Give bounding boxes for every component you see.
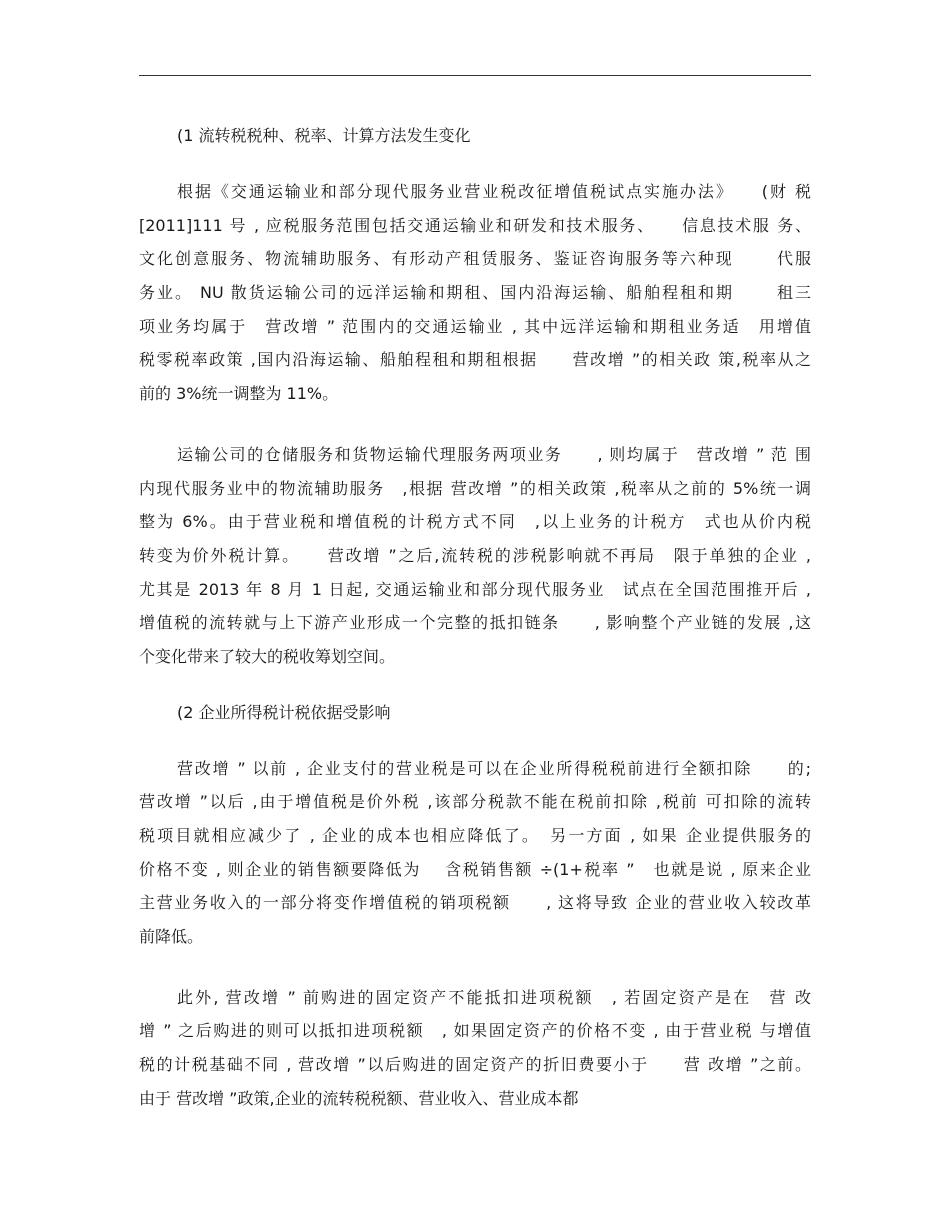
text-line: 营改增 ”以后 ,由于增值税是价外税 ,该部分税款不能在税前扣除 ,税前 可扣除的流转 (139, 792, 811, 812)
paragraph-3 (139, 752, 811, 954)
text-line: 税零税率政策 ,国内沿海运输、船舶程租和期租根据 营改增 ”的相关政 策,税率从之 (139, 350, 811, 370)
text-line: 转变为价外税计算。 营改增 ”之后,流转税的涉税影响就不再局 限于单独的企业 , (139, 545, 811, 565)
text-line: 税项目就相应减少了 , 企业的成本也相应降低了。 另一方面 , 如果 企业提供服务的 (139, 826, 811, 845)
text-line: 此外, 营改增 ” 前购进的固定资产不能抵扣进项税额 , 若固定资产是在 营 改 (177, 987, 811, 1007)
paragraph-1 (139, 175, 811, 411)
section-heading-1: (1 流转税税种、税率、计算方法发生变化 (177, 126, 471, 145)
text-line: 文化创意服务、物流辅助服务、有形动产租赁服务、鉴证咨询服务等六种现 代服 (139, 249, 811, 269)
text-line: 尤其是 2013 年 8 月 1 日起, 交通运输业和部分现代服务业 试点在全国范围推开后 , (139, 579, 811, 599)
text-line: 个变化带来了较大的税收筹划空间。 (139, 646, 396, 666)
text-line: 营改增 ” 以前 , 企业支付的营业税是可以在企业所得税税前进行全额扣除 的; (177, 758, 811, 778)
text-line: 增 ” 之后购进的则可以抵扣进项税额 , 如果固定资产的价格不变 , 由于营业税 与增值 (139, 1021, 811, 1041)
section-heading-2: (2 企业所得税计税依据受影响 (177, 702, 391, 722)
text-line: 项业务均属于 营改增 ” 范围内的交通运输业 , 其中远洋运输和期租业务适 用增值 (139, 316, 811, 336)
document-page (139, 124, 811, 1143)
text-line: 内现代服务业中的物流辅助服务 ,根据 营改增 ”的相关政策 ,税率从之前的 5%统一调 (139, 478, 811, 498)
text-line: 由于 营改增 ”政策,企业的流转税税额、营业收入、营业成本都 (139, 1088, 579, 1108)
text-line: 根据《交通运输业和部分现代服务业营业税改征增值税试点实施办法》 (财 税 (177, 182, 811, 201)
text-line: 主营业务收入的一部分将变作增值税的销项税额 , 这将导致 企业的营业收入较改革 (139, 893, 811, 913)
text-line: 前降低。 (139, 927, 204, 947)
paragraph-2 (139, 438, 811, 674)
text-line: 整为 6%。由于营业税和增值税的计税方式不同 ,以上业务的计税方 式也从价内税 (139, 512, 811, 532)
text-line: 前的 3%统一调整为 11%。 (139, 384, 339, 404)
text-line: [2011]111 号 , 应税服务范围包括交通运输业和研发和技术服务、 信息技术服 务、 (139, 215, 811, 235)
paragraph-4 (139, 981, 811, 1116)
text-line: 税的计税基础不同 , 营改增 ”以后购进的固定资产的折旧费要小于 营 改增 ”之前。 (139, 1055, 811, 1075)
text-line: 务业。 NU 散货运输公司的远洋运输和期租、国内沿海运输、船舶程租和期 租三 (139, 283, 811, 303)
text-line: 价格不变 , 则企业的销售额要降低为 含税销售额 ÷(1+税率 ” 也就是说 , 原来企业 (139, 859, 811, 879)
text-line: 增值税的流转就与上下游产业形成一个完整的抵扣链条 , 影响整个产业链的发展 ,这 (139, 613, 811, 633)
header-rule (139, 75, 811, 76)
text-line: 运输公司的仓储服务和货物运输代理服务两项业务 , 则均属于 营改增 ” 范 围 (177, 444, 811, 464)
